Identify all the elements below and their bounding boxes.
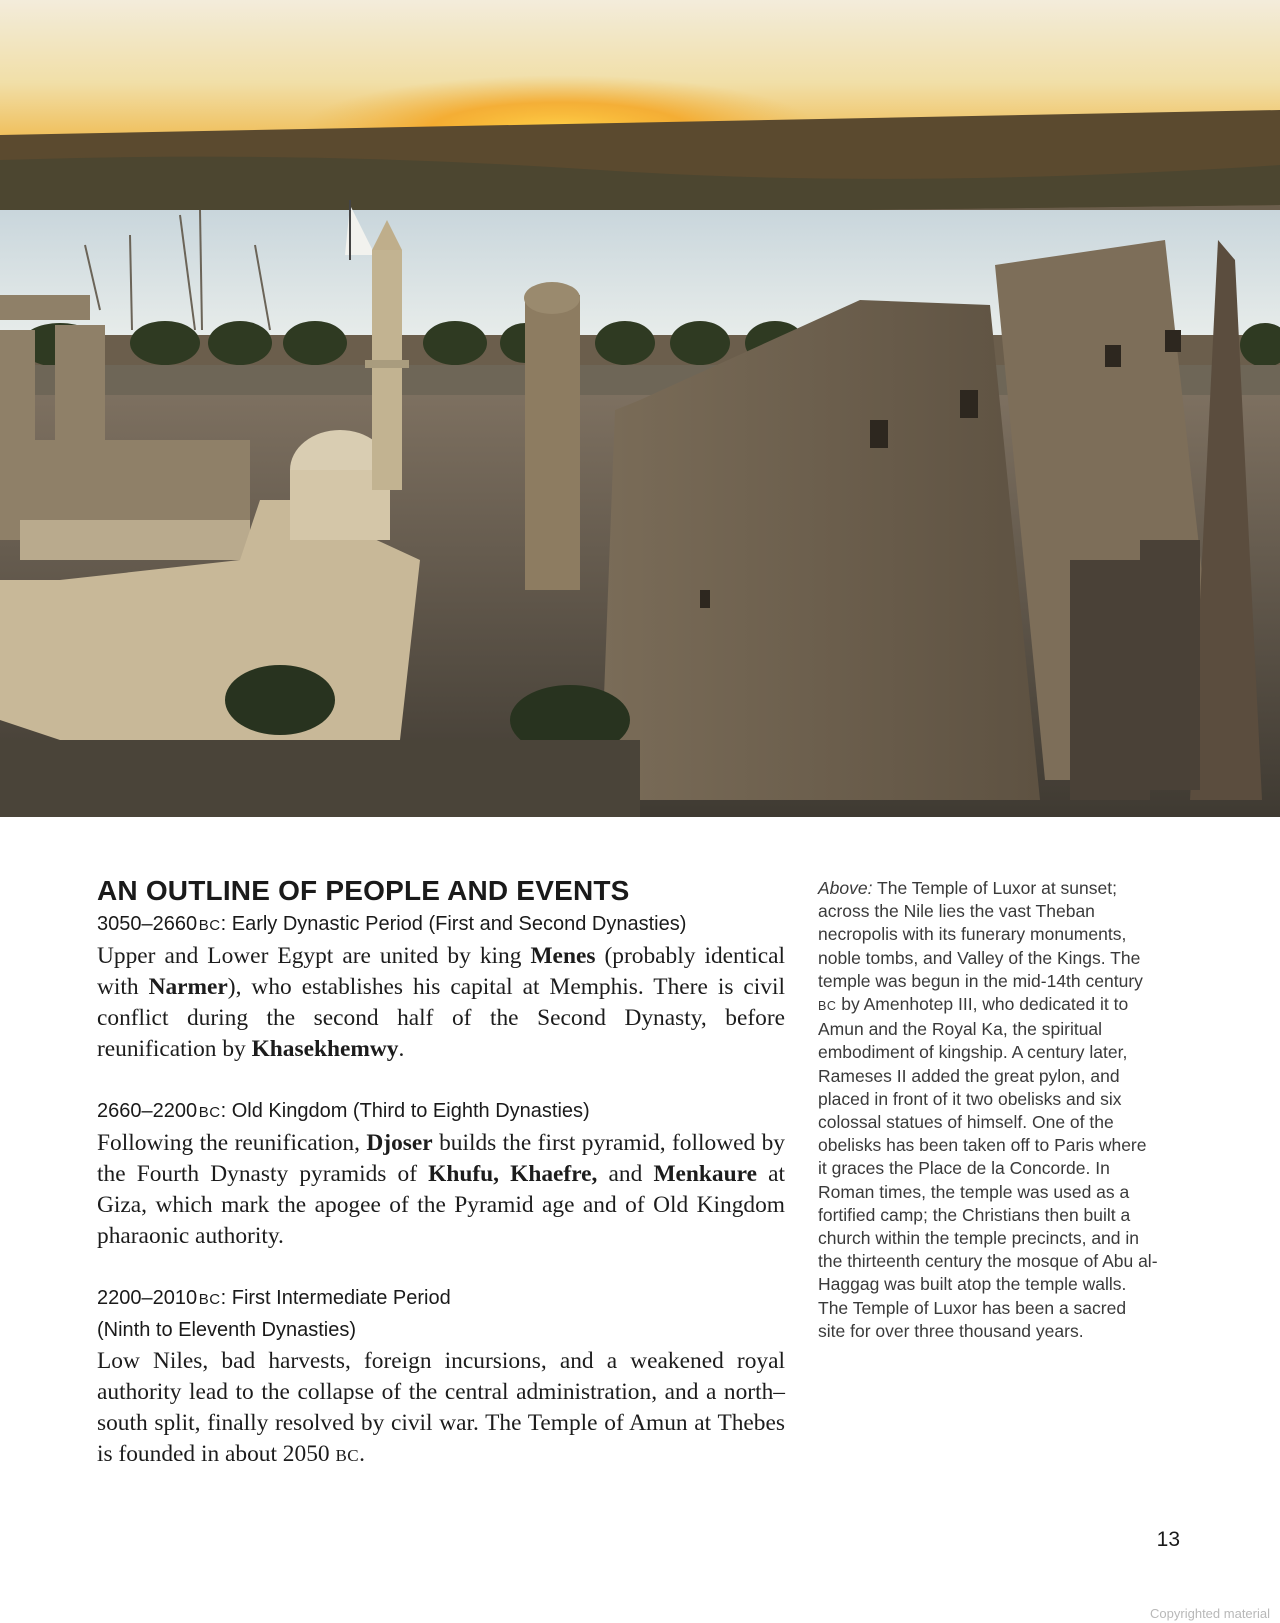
- era-abbrev: BC: [335, 1446, 360, 1465]
- body-text: at Giza, which mark the apogee of the Pyramid age and of Old Kingdom pharaonic authority.: [97, 1161, 786, 1249]
- ruler-name: Menkaure: [653, 1161, 757, 1187]
- section-heading: [97, 1283, 785, 1315]
- section-title: : First Intermediate Period: [220, 1287, 451, 1309]
- ruler-name: Menes: [530, 943, 596, 969]
- caption-text: The Temple of Luxor at sunset; across the Nile lies the vast Theban necropolis with its funerary monuments, noble tombs, and Valley of the Kings. The temple was begun in the mid-14th century: [818, 878, 1143, 991]
- page-heading: AN OUTLINE OF PEOPLE AND EVENTS: [97, 875, 630, 906]
- body-text: builds the first pyramid, followed by the Fourth Dynasty pyramids of: [97, 1130, 785, 1187]
- caption-era: BC: [818, 999, 837, 1014]
- section-title: : Early Dynastic Period (First and Second Dynasties): [220, 913, 687, 935]
- section-body: [97, 941, 785, 1065]
- section-old-kingdom: [97, 1096, 785, 1252]
- section-spacer: [97, 1252, 785, 1283]
- body-text: Low Niles, bad harvests, foreign incursions, and a weakened royal authority lead to the collapse of the central administration, and a north–south split, finally resolved by civil war. The Temple of Amun at Thebes is founded in about 2050: [97, 1348, 785, 1467]
- section-spacer: [97, 1065, 785, 1096]
- section-title: : Old Kingdom (Third to Eighth Dynasties): [220, 1100, 590, 1122]
- caption-text: by Amenhotep III, who dedicated it to Amun and the Royal Ka, the spiritual embodiment of kingship. A century later, Rameses II added the great pylon, and placed in front of it two obelisks and six colossal statues of himself. One of the obelisks has been taken off to Paris where it graces the Place de la Concorde. In Roman times, the temple was used as a fortified camp; the Christians then built a church within the temple precincts, and in the thirteenth century the mosque of Abu al-Haggag was built atop the temple walls. The Temple of Luxor has been a sacred site for over three thousand years.: [818, 994, 1158, 1341]
- section-body: [97, 1346, 785, 1471]
- copyright-notice: Copyrighted material: [1150, 1606, 1270, 1621]
- section-date: 2200–2010: [97, 1287, 198, 1309]
- section-heading: [97, 909, 785, 941]
- body-text: Upper and Lower Egypt are united by king: [97, 943, 531, 969]
- section-first-intermediate: [97, 1283, 785, 1471]
- section-heading-continued: (Ninth to Eleventh Dynasties): [97, 1319, 357, 1341]
- section-era: BC: [198, 917, 221, 934]
- section-era: BC: [198, 1291, 221, 1308]
- body-text: .: [359, 1441, 365, 1467]
- section-body: [97, 1128, 785, 1252]
- section-early-dynastic: [97, 909, 785, 1065]
- section-date: 2660–2200: [97, 1100, 198, 1122]
- ruler-name: Khasekhemwy: [251, 1036, 399, 1062]
- section-era: BC: [198, 1104, 221, 1121]
- ruler-name: Djoser: [366, 1130, 433, 1156]
- ruler-name: Khufu, Khaefre,: [428, 1161, 598, 1187]
- body-text: (probably identical with: [97, 943, 785, 1000]
- body-text: ), who establishes his capital at Memphis. There is civil conflict during the second half of the Second Dynasty, before reunification by: [97, 974, 785, 1062]
- ruler-name: Narmer: [148, 974, 228, 1000]
- section-date: 3050–2660: [97, 913, 198, 935]
- main-article: [97, 873, 785, 1471]
- section-heading: [97, 1096, 785, 1128]
- body-text: .: [398, 1036, 405, 1062]
- body-text: and: [597, 1161, 654, 1187]
- caption-lead: Above:: [818, 878, 873, 898]
- photo-caption: [818, 877, 1158, 1343]
- page-number: 13: [1156, 1528, 1180, 1551]
- body-text: Following the reunification,: [97, 1130, 367, 1156]
